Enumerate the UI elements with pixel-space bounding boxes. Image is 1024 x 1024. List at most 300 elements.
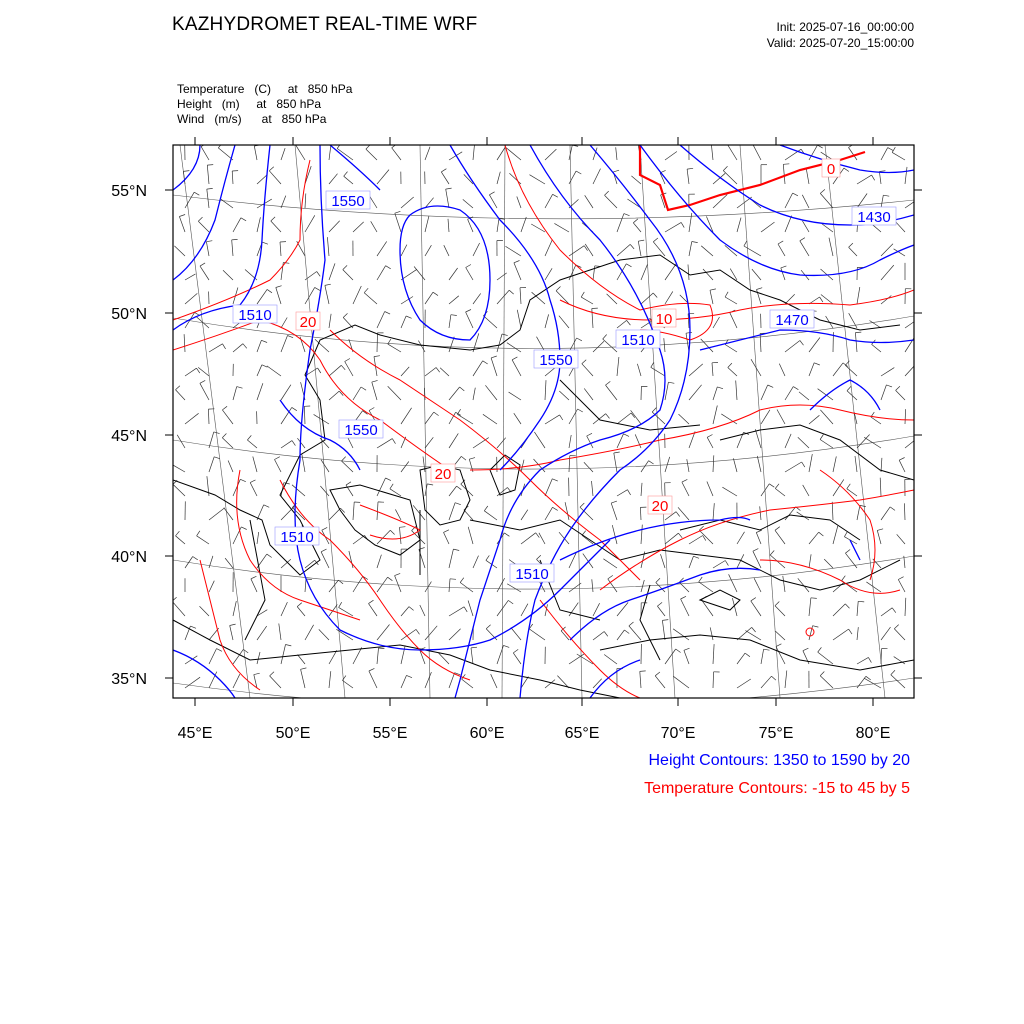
wind-barb-flag xyxy=(444,530,449,533)
wind-barb xyxy=(514,413,521,424)
wind-barb xyxy=(425,245,431,256)
wind-barb xyxy=(593,266,595,280)
wind-barb-flag xyxy=(514,261,520,263)
wind-barb-flag xyxy=(844,532,847,537)
wind-barb xyxy=(689,536,703,545)
wind-barb xyxy=(904,503,905,520)
wind-barb xyxy=(777,410,785,425)
wind-barb xyxy=(449,315,451,328)
wind-barb-flag xyxy=(292,441,295,446)
height-label: 1550 xyxy=(539,352,573,369)
wind-barb xyxy=(377,312,385,329)
wind-barb xyxy=(806,168,809,184)
wind-barb xyxy=(637,364,641,376)
wind-barb xyxy=(521,510,528,520)
wind-barb-flag xyxy=(325,284,331,285)
wind-barb xyxy=(881,265,894,280)
wind-barb xyxy=(665,264,676,280)
wind-barb-flag xyxy=(217,649,222,652)
wind-barb xyxy=(372,382,377,400)
wind-barb xyxy=(713,406,717,425)
wind-barb-flag xyxy=(814,363,820,365)
wind-barb-flag xyxy=(587,433,592,436)
wind-barb xyxy=(730,313,737,328)
wind-barb xyxy=(420,605,425,616)
wind-barb xyxy=(401,645,405,664)
wind-barb-flag xyxy=(630,244,634,249)
wind-barb-flag xyxy=(820,672,824,676)
wind-barb xyxy=(401,408,412,424)
wind-barb xyxy=(377,555,381,568)
wind-barb xyxy=(582,364,593,376)
wind-barb xyxy=(200,383,209,400)
wind-barb xyxy=(809,532,819,544)
wind-barb xyxy=(206,242,209,256)
wind-barb xyxy=(449,629,461,640)
wind-barb xyxy=(401,245,407,256)
wind-barb xyxy=(545,268,552,280)
wind-barb xyxy=(753,551,761,568)
wind-barb-flag xyxy=(254,673,260,674)
wind-barb xyxy=(617,357,619,376)
wind-barb xyxy=(809,598,811,616)
wind-barb-flag xyxy=(781,266,787,268)
wind-barb-flag xyxy=(461,456,466,460)
wind-barb xyxy=(414,267,425,281)
wind-barb xyxy=(617,434,624,448)
wind-barb-flag xyxy=(427,484,433,485)
lat-tick-label: 45°N xyxy=(111,428,147,445)
wind-barb xyxy=(530,175,546,184)
wind-barb-flag xyxy=(486,555,489,560)
wind-barb xyxy=(545,194,553,208)
wind-barb xyxy=(281,441,292,448)
wind-barb-flag xyxy=(451,315,457,316)
wind-barb-flag xyxy=(753,549,758,552)
wind-barb xyxy=(569,409,578,424)
wind-barb xyxy=(783,576,785,592)
wind-barb xyxy=(395,576,401,592)
longitude-axis xyxy=(195,137,873,706)
wind-barb xyxy=(497,273,507,280)
wind-barb xyxy=(440,368,449,376)
wind-barb xyxy=(665,152,677,161)
wind-barb xyxy=(305,579,306,592)
wind-barb xyxy=(905,198,919,208)
wind-barb xyxy=(761,649,764,664)
height-label: 1470 xyxy=(775,312,809,329)
lon-tick-label: 80°E xyxy=(855,725,891,742)
wind-barb xyxy=(713,387,717,400)
wind-barb-flag xyxy=(179,215,185,217)
wind-barb xyxy=(592,481,594,496)
wind-barb xyxy=(349,551,353,568)
wind-barb xyxy=(545,479,552,496)
wind-barb xyxy=(464,510,473,520)
wind-barb xyxy=(506,246,522,256)
lat-tick-label: 40°N xyxy=(111,549,147,566)
wind-barb xyxy=(449,503,455,520)
wind-barb-flag xyxy=(686,332,692,333)
wind-barb xyxy=(327,237,329,256)
wind-barb-flag xyxy=(483,361,488,364)
wind-barb xyxy=(857,601,858,616)
wind-barb xyxy=(761,385,768,400)
wind-barb-flag xyxy=(446,188,452,189)
wind-barb xyxy=(665,649,676,664)
wind-barbs xyxy=(172,141,923,688)
wind-barb xyxy=(699,530,713,544)
height-label: 1510 xyxy=(621,332,655,349)
wind-barb-flag xyxy=(775,484,779,489)
wind-barb-flag xyxy=(200,263,205,266)
wind-barb xyxy=(444,532,450,544)
height-label: 1550 xyxy=(331,193,365,210)
wind-barb-flag xyxy=(858,601,864,602)
wind-barb xyxy=(177,435,185,448)
wind-barb-flag xyxy=(369,668,375,671)
wind-barb-flag xyxy=(317,272,321,277)
wind-barb xyxy=(497,218,499,232)
wind-barb xyxy=(760,506,761,520)
wind-barb xyxy=(785,341,800,353)
wind-barb xyxy=(617,490,628,496)
wind-barb xyxy=(198,221,209,232)
wind-barb xyxy=(269,171,281,184)
wind-barb-flag xyxy=(603,335,607,340)
wind-barb-flag xyxy=(707,435,712,438)
wind-barb-flag xyxy=(491,356,497,358)
wind-barb xyxy=(497,334,502,352)
temperature-label: 20 xyxy=(299,314,317,331)
wind-barb xyxy=(737,653,745,664)
wind-barb xyxy=(761,222,775,232)
wind-barb-flag xyxy=(888,148,893,151)
wind-barb-flag xyxy=(484,506,488,511)
wind-barb xyxy=(425,412,434,424)
wind-barb xyxy=(641,483,642,496)
wind-barb xyxy=(640,671,641,688)
wind-barb xyxy=(344,176,353,184)
wind-barb-flag xyxy=(386,478,391,481)
wind-barb xyxy=(247,440,257,448)
wind-barb xyxy=(678,507,689,520)
wind-barb xyxy=(441,172,449,184)
wind-barb xyxy=(722,487,737,496)
wind-barb xyxy=(760,334,761,353)
wind-barb-flag xyxy=(728,363,732,367)
wind-barb xyxy=(849,148,858,161)
wind-barb xyxy=(809,415,819,424)
field-wind-label: Wind (m/s) at 850 hPa xyxy=(177,112,327,126)
wind-barb xyxy=(665,291,673,304)
wind-barb-flag xyxy=(512,357,517,360)
wind-barb xyxy=(305,625,314,640)
wind-barb xyxy=(457,414,473,424)
wind-barb xyxy=(751,601,761,616)
wind-barb xyxy=(222,438,233,448)
wind-barb xyxy=(605,195,618,208)
wind-barb-flag xyxy=(628,490,631,495)
wind-barb-flag xyxy=(301,668,307,669)
wind-barb-flag xyxy=(176,386,180,390)
wind-barb xyxy=(820,440,833,449)
wind-barb-flag xyxy=(723,166,727,170)
wind-barb xyxy=(802,221,809,232)
wind-barb xyxy=(449,607,464,616)
wind-barb xyxy=(633,223,641,232)
wind-barb xyxy=(736,381,737,401)
wind-barb xyxy=(297,607,305,616)
map-area xyxy=(172,141,923,708)
wind-barb xyxy=(329,391,339,400)
wind-barb xyxy=(857,657,868,664)
wind-barb xyxy=(631,410,641,424)
wind-barb-flag xyxy=(292,407,297,410)
wind-barb xyxy=(857,194,867,209)
wind-barb xyxy=(233,344,243,352)
wind-barb-flag xyxy=(676,512,680,517)
wind-barb xyxy=(425,368,436,377)
lon-tick-label: 75°E xyxy=(758,725,794,742)
wind-barb-flag xyxy=(899,458,904,461)
wind-barb xyxy=(785,671,787,689)
wind-barb-flag xyxy=(890,507,895,511)
wind-barb xyxy=(657,606,665,616)
wind-barb xyxy=(425,216,429,232)
wind-barb-flag xyxy=(198,217,202,221)
wind-barb-flag xyxy=(608,575,613,579)
wind-barb xyxy=(497,290,509,304)
wind-barb xyxy=(301,669,305,688)
wind-barb xyxy=(377,266,386,280)
wind-barb xyxy=(449,486,457,496)
wind-barb xyxy=(761,676,772,688)
wind-barb-flag xyxy=(345,359,350,362)
wind-barb xyxy=(776,631,786,640)
wind-barb xyxy=(449,152,462,160)
wind-barb-flag xyxy=(434,412,439,416)
wind-barb xyxy=(460,583,473,593)
wind-barb xyxy=(585,244,593,256)
wind-barb-flag xyxy=(392,439,395,444)
wind-barb xyxy=(254,146,257,160)
wind-barb xyxy=(343,270,353,280)
wind-barb xyxy=(569,435,571,448)
wind-barb xyxy=(545,380,546,400)
wind-barb-flag xyxy=(297,603,302,607)
wind-barb xyxy=(463,199,473,208)
wind-barb xyxy=(829,238,833,256)
wind-barb xyxy=(778,244,785,256)
wind-barb xyxy=(832,502,833,520)
wind-barb xyxy=(462,679,473,688)
wind-barb xyxy=(688,265,689,281)
wind-barb xyxy=(353,576,363,592)
wind-barb-flag xyxy=(891,670,895,674)
wind-barb-flag xyxy=(197,531,200,536)
wind-barb-flag xyxy=(241,527,246,530)
wind-barb xyxy=(569,145,572,160)
wind-barb xyxy=(775,489,785,497)
wind-barb-flag xyxy=(687,168,693,169)
wind-barb xyxy=(377,333,378,352)
wind-barb xyxy=(905,409,906,424)
wind-barb xyxy=(833,582,844,592)
wind-barb xyxy=(296,145,305,160)
wind-barb xyxy=(468,601,473,617)
wind-barb-flag xyxy=(845,604,849,608)
wind-barb xyxy=(449,337,454,352)
wind-barb xyxy=(281,318,287,329)
wind-barb-flag xyxy=(624,214,630,216)
wind-barb xyxy=(713,173,725,184)
wind-barb xyxy=(486,629,497,640)
wind-barb xyxy=(369,604,378,616)
wind-barb-flag xyxy=(271,217,275,221)
field-temperature-label: Temperature (C) at 850 hPa xyxy=(177,82,353,96)
wind-barb-flag xyxy=(684,648,690,650)
wind-barb-flag xyxy=(860,505,866,506)
wind-barb xyxy=(631,176,641,184)
wind-barb-flag xyxy=(757,288,763,290)
wind-barb xyxy=(197,536,209,544)
wind-barb xyxy=(755,429,761,448)
wind-barb xyxy=(425,147,430,160)
wind-barb xyxy=(222,410,233,424)
wind-barb xyxy=(905,167,907,184)
wind-barb-flag xyxy=(318,368,321,373)
wind-barb xyxy=(353,387,361,400)
wind-barb xyxy=(606,385,618,400)
wind-barb xyxy=(713,317,720,328)
wind-barb xyxy=(521,604,528,616)
wind-barb-flag xyxy=(237,387,243,389)
wind-barb xyxy=(593,632,604,641)
wind-barb-flag xyxy=(692,242,698,243)
wind-barb xyxy=(377,625,390,641)
wind-barb-flag xyxy=(883,195,889,196)
wind-barb xyxy=(880,478,881,496)
wind-barb xyxy=(209,581,214,592)
wind-barb xyxy=(545,507,553,520)
wind-barb-flag xyxy=(222,406,227,410)
wind-barb-flag xyxy=(849,629,852,634)
wind-barb-flag xyxy=(793,193,798,196)
lat-tick-label: 55°N xyxy=(111,183,147,200)
wind-barb xyxy=(881,368,894,376)
wind-barb xyxy=(329,508,341,520)
wind-barb xyxy=(617,320,627,328)
wind-barb-flag xyxy=(582,360,586,364)
wind-barb-flag xyxy=(553,507,558,510)
wind-barb xyxy=(556,291,569,304)
wind-barb-flag xyxy=(504,645,510,647)
wind-barb xyxy=(514,263,521,280)
wind-barb xyxy=(641,293,653,304)
wind-barb xyxy=(534,432,545,448)
wind-barb xyxy=(757,456,761,472)
wind-barb-flag xyxy=(288,336,294,338)
height-contours-legend: Height Contours: 1350 to 1590 by 20 xyxy=(648,752,910,769)
wind-barb xyxy=(257,532,259,544)
wind-barb xyxy=(785,216,792,232)
wind-barb xyxy=(710,627,713,640)
wind-barb xyxy=(689,242,692,257)
wind-barb xyxy=(803,651,809,664)
wind-barb xyxy=(866,582,881,592)
wind-barb xyxy=(877,530,881,544)
wind-barb xyxy=(174,246,185,256)
wind-barb-flag xyxy=(783,164,789,165)
wind-barb-flag xyxy=(270,672,274,676)
wind-barb-flag xyxy=(849,243,853,247)
wind-barb-flag xyxy=(390,484,393,489)
wind-barb xyxy=(845,365,857,376)
wind-barb xyxy=(507,343,521,352)
wind-barb xyxy=(593,679,602,688)
wind-barb-flag xyxy=(489,192,494,195)
wind-barb-flag xyxy=(820,297,823,302)
wind-barb xyxy=(603,339,617,352)
wind-barb xyxy=(281,336,288,353)
wind-barb-flag xyxy=(471,647,477,648)
wind-barb xyxy=(377,502,378,520)
wind-barb xyxy=(881,627,891,640)
wind-barb xyxy=(185,368,197,376)
temperature-contours xyxy=(173,145,914,698)
wind-barb xyxy=(775,606,785,616)
wind-barb xyxy=(257,217,260,232)
wind-barb-flag xyxy=(460,578,464,583)
wind-barb xyxy=(512,360,521,376)
init-time: Init: 2025-07-16_00:00:00 xyxy=(776,20,914,34)
wind-barb xyxy=(321,552,329,568)
wind-barb xyxy=(395,213,401,232)
wind-barb xyxy=(401,197,414,208)
wind-barb-flag xyxy=(364,288,368,293)
wind-barb xyxy=(664,338,665,352)
wind-barb-flag xyxy=(653,293,657,298)
wind-barb xyxy=(377,241,387,256)
wind-barb-flag xyxy=(552,479,558,481)
wind-barb xyxy=(565,502,569,520)
wind-barb xyxy=(593,603,600,616)
wind-barb-flag xyxy=(872,175,875,180)
wind-barb xyxy=(484,511,497,520)
wind-barb-flag xyxy=(655,672,660,676)
wind-barb xyxy=(225,558,233,568)
wind-barb xyxy=(818,389,833,400)
wind-barb xyxy=(744,246,761,256)
wind-barb xyxy=(446,189,449,208)
wind-barb xyxy=(892,152,905,160)
wind-barb xyxy=(824,559,833,568)
wind-barb-flag xyxy=(457,409,460,414)
wind-barb xyxy=(687,169,689,184)
wind-barb xyxy=(833,363,843,376)
wind-barb xyxy=(737,627,752,640)
wind-barb-flag xyxy=(651,362,654,367)
wind-barb xyxy=(531,224,545,232)
wind-barb xyxy=(491,358,497,376)
wind-barb xyxy=(314,414,329,424)
wind-barb xyxy=(209,649,217,664)
wind-barb-flag xyxy=(264,505,270,508)
wind-barb xyxy=(366,149,377,160)
wind-barb-flag xyxy=(744,241,747,246)
wind-barb xyxy=(489,195,497,208)
